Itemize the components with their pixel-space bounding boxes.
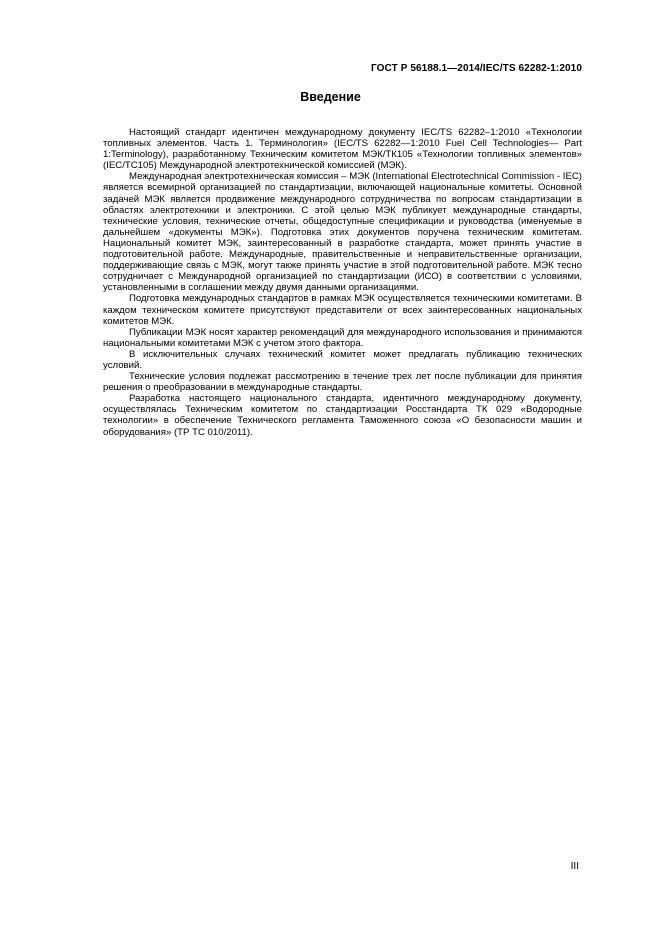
- introduction-body: [103, 127, 582, 438]
- paragraph-iec-description: Международная электротехническая комиссия – МЭК (International Electrotechnical Commission - IEC) является всемирной организацией по стандартизации, включающей национальные комитеты. Основной задачей МЭК является продвижение международного сотрудничества по вопросам стандартизации в областях электротехники и электроники. С этой целью МЭК публикует международные стандарты, технические условия, технические отчеты, общедоступные спецификации и руководства (именуемые в дальнейшем «документы МЭК»). Подготовка этих документов поручена техническим комитетам. Национальный комитет МЭК, заинтересованный в разработке стандарта, может принять участие в подготовительной работе. Международные, правительственные и неправительственные организации, поддерживающие связь с МЭК, могут также принять участие в этой подготовительной работе. МЭК тесно сотрудничает с Международной организацией по стандартизации (ИСО) в соответствии с условиями, установленными в соглашении между двумя данными организациями.: [103, 171, 582, 294]
- section-title: Введение: [300, 90, 361, 104]
- paragraph-development: Разработка настоящего национального стандарта, идентичного международному документу, осуществлялась Техническим комитетом по стандартизации Росстандарта ТК 029 «Водородные технологии» в обеспечение Технического регламента Таможенного союза «О безопасности машин и оборудования» (ТР ТС 010/2011).: [103, 393, 582, 438]
- paragraph-publications: Публикации МЭК носят характер рекомендаций для международного использования и принимаются национальными комитетами МЭК с учетом этого фактора.: [103, 326, 582, 349]
- page-number: III: [570, 861, 579, 872]
- document-code-header: ГОСТ Р 56188.1—2014/IEC/TS 62282-1:2010: [371, 63, 582, 74]
- paragraph-identity: Настоящий стандарт идентичен международному документу IEC/TS 62282–1:2010 «Технологии топливных элементов. Часть 1. Терминология» (IEC/TS 62282—1:2010 Fuel Cell Technologies— Part 1:Terminology), разработанному Техническим комитетом МЭК/ТК105 «Технологии топливных элементов» (IEC/TC105) Международной электротехнической комиссией (МЭК).: [103, 127, 582, 172]
- paragraph-exceptional-cases: В исключительных случаях технический комитет может предлагать публикацию технических условий.: [103, 348, 582, 371]
- paragraph-technical-committees: Подготовка международных стандартов в рамках МЭК осуществляется техническими комитетами. В каждом техническом комитете присутствуют представители от всех заинтересованных национальных комитетов МЭК.: [103, 293, 582, 327]
- paragraph-review-period: Технические условия подлежат рассмотрению в течение трех лет после публикации для принятия решения о преобразовании в международные стандарты.: [103, 371, 582, 394]
